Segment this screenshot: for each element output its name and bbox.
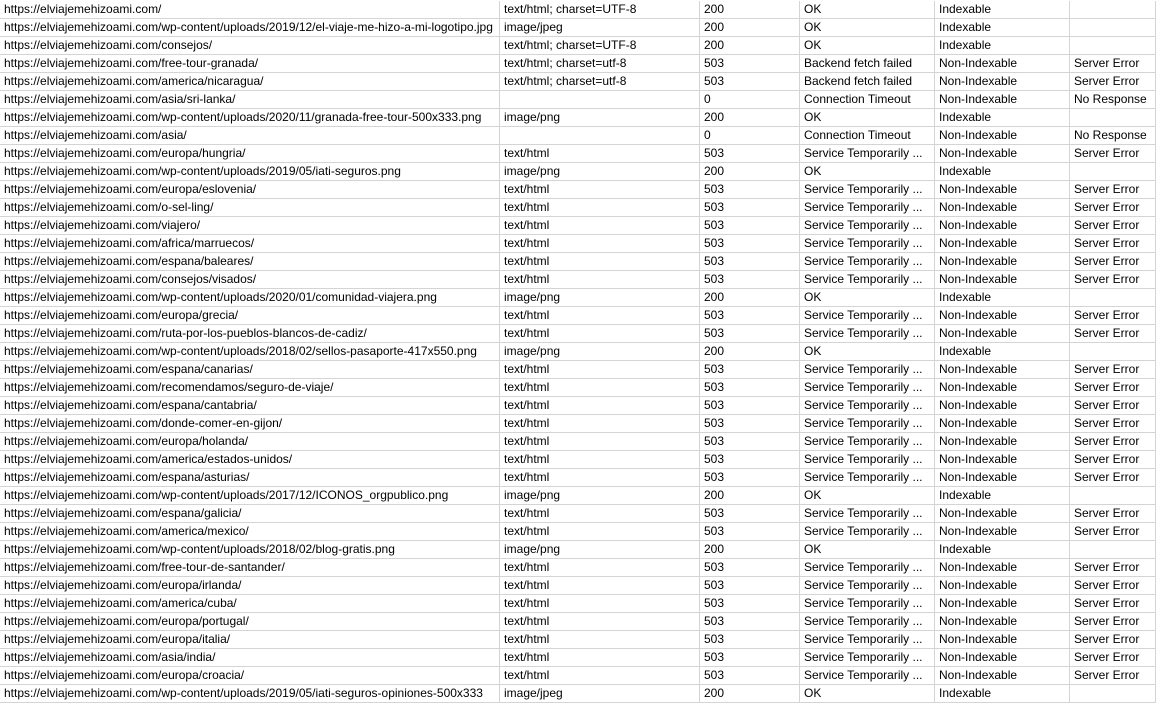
content-type-cell[interactable]: text/html bbox=[500, 397, 700, 415]
status-cell[interactable]: OK bbox=[800, 19, 935, 37]
indexability-status-cell[interactable]: Server Error bbox=[1070, 595, 1156, 613]
url-cell[interactable]: https://elviajemehizoami.com/wp-content/uploads/2018/02/blog-gratis.png bbox=[0, 541, 500, 559]
status-code-cell[interactable]: 503 bbox=[700, 667, 800, 685]
indexability-status-cell[interactable] bbox=[1070, 1, 1156, 19]
url-cell[interactable]: https://elviajemehizoami.com/free-tour-de-santander/ bbox=[0, 559, 500, 577]
content-type-cell[interactable]: text/html bbox=[500, 199, 700, 217]
indexability-status-cell[interactable]: Server Error bbox=[1070, 307, 1156, 325]
url-cell[interactable]: https://elviajemehizoami.com/consejos/ bbox=[0, 37, 500, 55]
indexability-cell[interactable]: Non-Indexable bbox=[935, 415, 1070, 433]
indexability-cell[interactable]: Indexable bbox=[935, 541, 1070, 559]
content-type-cell[interactable]: text/html bbox=[500, 469, 700, 487]
status-code-cell[interactable]: 503 bbox=[700, 433, 800, 451]
indexability-status-cell[interactable]: Server Error bbox=[1070, 73, 1156, 91]
indexability-status-cell[interactable] bbox=[1070, 685, 1156, 703]
table-row[interactable] bbox=[0, 55, 1156, 73]
status-cell[interactable]: Service Temporarily ... bbox=[800, 379, 935, 397]
url-cell[interactable]: https://elviajemehizoami.com/wp-content/uploads/2020/11/granada-free-tour-500x333.png bbox=[0, 109, 500, 127]
status-code-cell[interactable]: 200 bbox=[700, 37, 800, 55]
indexability-status-cell[interactable]: Server Error bbox=[1070, 397, 1156, 415]
indexability-status-cell[interactable]: Server Error bbox=[1070, 235, 1156, 253]
indexability-cell[interactable]: Non-Indexable bbox=[935, 199, 1070, 217]
status-cell[interactable]: Service Temporarily ... bbox=[800, 451, 935, 469]
table-row[interactable] bbox=[0, 253, 1156, 271]
indexability-cell[interactable]: Non-Indexable bbox=[935, 595, 1070, 613]
url-cell[interactable]: https://elviajemehizoami.com/europa/italia/ bbox=[0, 631, 500, 649]
status-cell[interactable]: OK bbox=[800, 37, 935, 55]
indexability-status-cell[interactable]: Server Error bbox=[1070, 253, 1156, 271]
table-row[interactable] bbox=[0, 595, 1156, 613]
indexability-cell[interactable]: Non-Indexable bbox=[935, 505, 1070, 523]
indexability-status-cell[interactable] bbox=[1070, 343, 1156, 361]
indexability-status-cell[interactable]: Server Error bbox=[1070, 379, 1156, 397]
url-cell[interactable]: https://elviajemehizoami.com/europa/croacia/ bbox=[0, 667, 500, 685]
table-row[interactable] bbox=[0, 505, 1156, 523]
url-cell[interactable]: https://elviajemehizoami.com/espana/asturias/ bbox=[0, 469, 500, 487]
status-cell[interactable]: Service Temporarily ... bbox=[800, 631, 935, 649]
url-cell[interactable]: https://elviajemehizoami.com/consejos/visados/ bbox=[0, 271, 500, 289]
indexability-cell[interactable]: Non-Indexable bbox=[935, 361, 1070, 379]
status-code-cell[interactable]: 503 bbox=[700, 271, 800, 289]
indexability-cell[interactable]: Indexable bbox=[935, 37, 1070, 55]
indexability-cell[interactable]: Indexable bbox=[935, 289, 1070, 307]
indexability-status-cell[interactable]: Server Error bbox=[1070, 523, 1156, 541]
status-code-cell[interactable]: 503 bbox=[700, 559, 800, 577]
status-cell[interactable]: Service Temporarily ... bbox=[800, 325, 935, 343]
content-type-cell[interactable]: text/html; charset=utf-8 bbox=[500, 55, 700, 73]
indexability-cell[interactable]: Indexable bbox=[935, 1, 1070, 19]
indexability-status-cell[interactable]: Server Error bbox=[1070, 199, 1156, 217]
indexability-cell[interactable]: Non-Indexable bbox=[935, 433, 1070, 451]
url-cell[interactable]: https://elviajemehizoami.com/viajero/ bbox=[0, 217, 500, 235]
content-type-cell[interactable]: text/html bbox=[500, 145, 700, 163]
status-cell[interactable]: Service Temporarily ... bbox=[800, 181, 935, 199]
indexability-cell[interactable]: Non-Indexable bbox=[935, 127, 1070, 145]
table-row[interactable] bbox=[0, 271, 1156, 289]
status-cell[interactable]: Service Temporarily ... bbox=[800, 523, 935, 541]
status-cell[interactable]: OK bbox=[800, 685, 935, 703]
status-cell[interactable]: Service Temporarily ... bbox=[800, 433, 935, 451]
table-row[interactable] bbox=[0, 379, 1156, 397]
status-cell[interactable]: Service Temporarily ... bbox=[800, 505, 935, 523]
content-type-cell[interactable]: text/html bbox=[500, 235, 700, 253]
table-row[interactable] bbox=[0, 19, 1156, 37]
url-cell[interactable]: https://elviajemehizoami.com/wp-content/uploads/2019/12/el-viaje-me-hizo-a-mi-logotipo.jpg bbox=[0, 19, 500, 37]
table-row[interactable] bbox=[0, 685, 1156, 703]
table-row[interactable] bbox=[0, 577, 1156, 595]
status-code-cell[interactable]: 503 bbox=[700, 595, 800, 613]
indexability-status-cell[interactable]: Server Error bbox=[1070, 613, 1156, 631]
indexability-status-cell[interactable]: Server Error bbox=[1070, 415, 1156, 433]
url-cell[interactable]: https://elviajemehizoami.com/wp-content/uploads/2017/12/ICONOS_orgpublico.png bbox=[0, 487, 500, 505]
indexability-status-cell[interactable] bbox=[1070, 19, 1156, 37]
status-cell[interactable]: OK bbox=[800, 1, 935, 19]
status-code-cell[interactable]: 0 bbox=[700, 127, 800, 145]
table-row[interactable] bbox=[0, 325, 1156, 343]
indexability-status-cell[interactable]: Server Error bbox=[1070, 469, 1156, 487]
table-row[interactable] bbox=[0, 631, 1156, 649]
indexability-cell[interactable]: Non-Indexable bbox=[935, 523, 1070, 541]
content-type-cell[interactable]: text/html bbox=[500, 667, 700, 685]
indexability-status-cell[interactable]: Server Error bbox=[1070, 577, 1156, 595]
status-cell[interactable]: OK bbox=[800, 343, 935, 361]
indexability-cell[interactable]: Non-Indexable bbox=[935, 181, 1070, 199]
table-row[interactable] bbox=[0, 415, 1156, 433]
status-cell[interactable]: Backend fetch failed bbox=[800, 55, 935, 73]
table-row[interactable] bbox=[0, 451, 1156, 469]
indexability-status-cell[interactable]: Server Error bbox=[1070, 325, 1156, 343]
status-cell[interactable]: Service Temporarily ... bbox=[800, 595, 935, 613]
status-code-cell[interactable]: 503 bbox=[700, 451, 800, 469]
status-cell[interactable]: Service Temporarily ... bbox=[800, 235, 935, 253]
table-row[interactable] bbox=[0, 163, 1156, 181]
content-type-cell[interactable]: text/html; charset=UTF-8 bbox=[500, 37, 700, 55]
indexability-status-cell[interactable]: Server Error bbox=[1070, 217, 1156, 235]
indexability-status-cell[interactable]: Server Error bbox=[1070, 361, 1156, 379]
status-cell[interactable]: OK bbox=[800, 541, 935, 559]
status-code-cell[interactable]: 200 bbox=[700, 19, 800, 37]
table-row[interactable] bbox=[0, 469, 1156, 487]
status-cell[interactable]: Service Temporarily ... bbox=[800, 667, 935, 685]
status-cell[interactable]: Service Temporarily ... bbox=[800, 253, 935, 271]
url-cell[interactable]: https://elviajemehizoami.com/free-tour-granada/ bbox=[0, 55, 500, 73]
status-code-cell[interactable]: 503 bbox=[700, 505, 800, 523]
status-cell[interactable]: Backend fetch failed bbox=[800, 73, 935, 91]
status-cell[interactable]: Service Temporarily ... bbox=[800, 217, 935, 235]
status-code-cell[interactable]: 200 bbox=[700, 109, 800, 127]
content-type-cell[interactable]: text/html bbox=[500, 433, 700, 451]
indexability-cell[interactable]: Non-Indexable bbox=[935, 577, 1070, 595]
status-code-cell[interactable]: 503 bbox=[700, 199, 800, 217]
status-code-cell[interactable]: 200 bbox=[700, 163, 800, 181]
status-cell[interactable]: Service Temporarily ... bbox=[800, 649, 935, 667]
indexability-cell[interactable]: Non-Indexable bbox=[935, 667, 1070, 685]
url-cell[interactable]: https://elviajemehizoami.com/europa/holanda/ bbox=[0, 433, 500, 451]
status-code-cell[interactable]: 200 bbox=[700, 487, 800, 505]
indexability-cell[interactable]: Non-Indexable bbox=[935, 559, 1070, 577]
indexability-status-cell[interactable]: Server Error bbox=[1070, 559, 1156, 577]
status-code-cell[interactable]: 503 bbox=[700, 649, 800, 667]
status-code-cell[interactable]: 200 bbox=[700, 289, 800, 307]
content-type-cell[interactable]: text/html bbox=[500, 217, 700, 235]
indexability-status-cell[interactable]: Server Error bbox=[1070, 505, 1156, 523]
status-cell[interactable]: Service Temporarily ... bbox=[800, 397, 935, 415]
table-row[interactable] bbox=[0, 73, 1156, 91]
status-code-cell[interactable]: 0 bbox=[700, 91, 800, 109]
url-cell[interactable]: https://elviajemehizoami.com/ruta-por-los-pueblos-blancos-de-cadiz/ bbox=[0, 325, 500, 343]
indexability-cell[interactable]: Non-Indexable bbox=[935, 271, 1070, 289]
status-code-cell[interactable]: 503 bbox=[700, 73, 800, 91]
content-type-cell[interactable] bbox=[500, 127, 700, 145]
status-code-cell[interactable]: 200 bbox=[700, 541, 800, 559]
content-type-cell[interactable]: text/html bbox=[500, 559, 700, 577]
indexability-status-cell[interactable]: Server Error bbox=[1070, 667, 1156, 685]
content-type-cell[interactable]: text/html bbox=[500, 307, 700, 325]
content-type-cell[interactable]: text/html bbox=[500, 253, 700, 271]
status-cell[interactable]: Connection Timeout bbox=[800, 127, 935, 145]
indexability-status-cell[interactable]: Server Error bbox=[1070, 433, 1156, 451]
status-code-cell[interactable]: 200 bbox=[700, 685, 800, 703]
content-type-cell[interactable]: text/html bbox=[500, 595, 700, 613]
status-code-cell[interactable]: 503 bbox=[700, 523, 800, 541]
content-type-cell[interactable] bbox=[500, 91, 700, 109]
indexability-status-cell[interactable] bbox=[1070, 487, 1156, 505]
status-code-cell[interactable]: 503 bbox=[700, 325, 800, 343]
content-type-cell[interactable]: text/html bbox=[500, 451, 700, 469]
url-cell[interactable]: https://elviajemehizoami.com/ bbox=[0, 1, 500, 19]
status-code-cell[interactable]: 503 bbox=[700, 235, 800, 253]
table-row[interactable] bbox=[0, 181, 1156, 199]
content-type-cell[interactable]: image/jpeg bbox=[500, 19, 700, 37]
status-cell[interactable]: Service Temporarily ... bbox=[800, 469, 935, 487]
indexability-cell[interactable]: Non-Indexable bbox=[935, 613, 1070, 631]
status-cell[interactable]: Connection Timeout bbox=[800, 91, 935, 109]
indexability-cell[interactable]: Non-Indexable bbox=[935, 397, 1070, 415]
url-cell[interactable]: https://elviajemehizoami.com/o-sel-ling/ bbox=[0, 199, 500, 217]
status-code-cell[interactable]: 503 bbox=[700, 469, 800, 487]
indexability-status-cell[interactable]: No Response bbox=[1070, 127, 1156, 145]
url-cell[interactable]: https://elviajemehizoami.com/wp-content/uploads/2019/05/iati-seguros-opiniones-500x333 bbox=[0, 685, 500, 703]
content-type-cell[interactable]: image/png bbox=[500, 109, 700, 127]
indexability-cell[interactable]: Non-Indexable bbox=[935, 451, 1070, 469]
status-code-cell[interactable]: 503 bbox=[700, 631, 800, 649]
url-cell[interactable]: https://elviajemehizoami.com/wp-content/uploads/2019/05/iati-seguros.png bbox=[0, 163, 500, 181]
indexability-status-cell[interactable]: Server Error bbox=[1070, 145, 1156, 163]
status-cell[interactable]: Service Temporarily ... bbox=[800, 613, 935, 631]
content-type-cell[interactable]: text/html; charset=UTF-8 bbox=[500, 1, 700, 19]
table-row[interactable] bbox=[0, 361, 1156, 379]
content-type-cell[interactable]: text/html bbox=[500, 415, 700, 433]
indexability-status-cell[interactable] bbox=[1070, 163, 1156, 181]
indexability-cell[interactable]: Indexable bbox=[935, 343, 1070, 361]
table-row[interactable] bbox=[0, 307, 1156, 325]
table-row[interactable] bbox=[0, 559, 1156, 577]
table-row[interactable] bbox=[0, 37, 1156, 55]
indexability-status-cell[interactable] bbox=[1070, 541, 1156, 559]
url-cell[interactable]: https://elviajemehizoami.com/asia/ bbox=[0, 127, 500, 145]
indexability-status-cell[interactable] bbox=[1070, 109, 1156, 127]
status-code-cell[interactable]: 503 bbox=[700, 379, 800, 397]
indexability-cell[interactable]: Non-Indexable bbox=[935, 379, 1070, 397]
indexability-cell[interactable]: Non-Indexable bbox=[935, 73, 1070, 91]
content-type-cell[interactable]: image/png bbox=[500, 487, 700, 505]
spreadsheet-grid bbox=[0, 1, 1156, 703]
url-cell[interactable]: https://elviajemehizoami.com/africa/marruecos/ bbox=[0, 235, 500, 253]
url-cell[interactable]: https://elviajemehizoami.com/espana/cantabria/ bbox=[0, 397, 500, 415]
url-cell[interactable]: https://elviajemehizoami.com/america/estados-unidos/ bbox=[0, 451, 500, 469]
table-row[interactable] bbox=[0, 343, 1156, 361]
content-type-cell[interactable]: text/html bbox=[500, 379, 700, 397]
content-type-cell[interactable]: image/png bbox=[500, 163, 700, 181]
status-code-cell[interactable]: 503 bbox=[700, 217, 800, 235]
status-code-cell[interactable]: 503 bbox=[700, 415, 800, 433]
url-cell[interactable]: https://elviajemehizoami.com/donde-comer-en-gijon/ bbox=[0, 415, 500, 433]
url-cell[interactable]: https://elviajemehizoami.com/europa/irlanda/ bbox=[0, 577, 500, 595]
status-cell[interactable]: Service Temporarily ... bbox=[800, 145, 935, 163]
content-type-cell[interactable]: text/html bbox=[500, 631, 700, 649]
indexability-cell[interactable]: Non-Indexable bbox=[935, 217, 1070, 235]
content-type-cell[interactable]: text/html bbox=[500, 577, 700, 595]
status-cell[interactable]: Service Temporarily ... bbox=[800, 577, 935, 595]
content-type-cell[interactable]: image/png bbox=[500, 541, 700, 559]
indexability-status-cell[interactable]: No Response bbox=[1070, 91, 1156, 109]
status-cell[interactable]: OK bbox=[800, 289, 935, 307]
status-code-cell[interactable]: 503 bbox=[700, 613, 800, 631]
content-type-cell[interactable]: image/jpeg bbox=[500, 685, 700, 703]
status-cell[interactable]: OK bbox=[800, 163, 935, 181]
indexability-status-cell[interactable]: Server Error bbox=[1070, 631, 1156, 649]
url-cell[interactable]: https://elviajemehizoami.com/america/nicaragua/ bbox=[0, 73, 500, 91]
table-row[interactable] bbox=[0, 613, 1156, 631]
status-code-cell[interactable]: 503 bbox=[700, 397, 800, 415]
indexability-cell[interactable]: Non-Indexable bbox=[935, 469, 1070, 487]
url-cell[interactable]: https://elviajemehizoami.com/wp-content/uploads/2018/02/sellos-pasaporte-417x550.png bbox=[0, 343, 500, 361]
indexability-status-cell[interactable] bbox=[1070, 289, 1156, 307]
indexability-cell[interactable]: Non-Indexable bbox=[935, 91, 1070, 109]
indexability-status-cell[interactable]: Server Error bbox=[1070, 271, 1156, 289]
table-row[interactable] bbox=[0, 487, 1156, 505]
indexability-cell[interactable]: Indexable bbox=[935, 685, 1070, 703]
url-cell[interactable]: https://elviajemehizoami.com/europa/grecia/ bbox=[0, 307, 500, 325]
status-cell[interactable]: Service Temporarily ... bbox=[800, 559, 935, 577]
status-code-cell[interactable]: 200 bbox=[700, 1, 800, 19]
content-type-cell[interactable]: image/png bbox=[500, 289, 700, 307]
content-type-cell[interactable]: text/html bbox=[500, 649, 700, 667]
indexability-cell[interactable]: Non-Indexable bbox=[935, 253, 1070, 271]
indexability-cell[interactable]: Indexable bbox=[935, 487, 1070, 505]
indexability-status-cell[interactable]: Server Error bbox=[1070, 451, 1156, 469]
indexability-status-cell[interactable]: Server Error bbox=[1070, 55, 1156, 73]
url-cell[interactable]: https://elviajemehizoami.com/espana/canarias/ bbox=[0, 361, 500, 379]
indexability-cell[interactable]: Non-Indexable bbox=[935, 55, 1070, 73]
content-type-cell[interactable]: text/html bbox=[500, 523, 700, 541]
status-code-cell[interactable]: 503 bbox=[700, 181, 800, 199]
url-cell[interactable]: https://elviajemehizoami.com/espana/baleares/ bbox=[0, 253, 500, 271]
indexability-status-cell[interactable]: Server Error bbox=[1070, 181, 1156, 199]
url-cell[interactable]: https://elviajemehizoami.com/america/cuba/ bbox=[0, 595, 500, 613]
status-cell[interactable]: Service Temporarily ... bbox=[800, 199, 935, 217]
indexability-cell[interactable]: Non-Indexable bbox=[935, 145, 1070, 163]
table-row[interactable] bbox=[0, 217, 1156, 235]
indexability-cell[interactable]: Indexable bbox=[935, 163, 1070, 181]
table-row[interactable] bbox=[0, 235, 1156, 253]
table-row[interactable] bbox=[0, 667, 1156, 685]
indexability-cell[interactable]: Non-Indexable bbox=[935, 235, 1070, 253]
table-row[interactable] bbox=[0, 127, 1156, 145]
table-row[interactable] bbox=[0, 145, 1156, 163]
status-code-cell[interactable]: 503 bbox=[700, 361, 800, 379]
table-row[interactable] bbox=[0, 541, 1156, 559]
content-type-cell[interactable]: text/html bbox=[500, 271, 700, 289]
status-cell[interactable]: Service Temporarily ... bbox=[800, 415, 935, 433]
url-cell[interactable]: https://elviajemehizoami.com/espana/galicia/ bbox=[0, 505, 500, 523]
url-cell[interactable]: https://elviajemehizoami.com/asia/india/ bbox=[0, 649, 500, 667]
url-cell[interactable]: https://elviajemehizoami.com/recomendamos/seguro-de-viaje/ bbox=[0, 379, 500, 397]
url-cell[interactable]: https://elviajemehizoami.com/europa/eslovenia/ bbox=[0, 181, 500, 199]
status-code-cell[interactable]: 503 bbox=[700, 253, 800, 271]
status-cell[interactable]: OK bbox=[800, 109, 935, 127]
indexability-status-cell[interactable] bbox=[1070, 37, 1156, 55]
status-code-cell[interactable]: 503 bbox=[700, 307, 800, 325]
url-cell[interactable]: https://elviajemehizoami.com/europa/hungria/ bbox=[0, 145, 500, 163]
url-cell[interactable]: https://elviajemehizoami.com/america/mexico/ bbox=[0, 523, 500, 541]
table-row[interactable] bbox=[0, 289, 1156, 307]
table-row[interactable] bbox=[0, 433, 1156, 451]
content-type-cell[interactable]: image/png bbox=[500, 343, 700, 361]
url-cell[interactable]: https://elviajemehizoami.com/europa/portugal/ bbox=[0, 613, 500, 631]
table-row[interactable] bbox=[0, 91, 1156, 109]
table-row[interactable] bbox=[0, 1, 1156, 19]
status-code-cell[interactable]: 503 bbox=[700, 145, 800, 163]
indexability-cell[interactable]: Indexable bbox=[935, 109, 1070, 127]
table-row[interactable] bbox=[0, 649, 1156, 667]
status-code-cell[interactable]: 503 bbox=[700, 55, 800, 73]
url-cell[interactable]: https://elviajemehizoami.com/asia/sri-lanka/ bbox=[0, 91, 500, 109]
status-cell[interactable]: Service Temporarily ... bbox=[800, 361, 935, 379]
indexability-cell[interactable]: Non-Indexable bbox=[935, 631, 1070, 649]
content-type-cell[interactable]: text/html bbox=[500, 361, 700, 379]
indexability-cell[interactable]: Non-Indexable bbox=[935, 649, 1070, 667]
table-row[interactable] bbox=[0, 523, 1156, 541]
table-row[interactable] bbox=[0, 109, 1156, 127]
status-cell[interactable]: Service Temporarily ... bbox=[800, 307, 935, 325]
indexability-cell[interactable]: Indexable bbox=[935, 19, 1070, 37]
status-code-cell[interactable]: 200 bbox=[700, 343, 800, 361]
content-type-cell[interactable]: text/html bbox=[500, 325, 700, 343]
indexability-status-cell[interactable]: Server Error bbox=[1070, 649, 1156, 667]
table-row[interactable] bbox=[0, 397, 1156, 415]
content-type-cell[interactable]: text/html bbox=[500, 181, 700, 199]
status-cell[interactable]: OK bbox=[800, 487, 935, 505]
status-cell[interactable]: Service Temporarily ... bbox=[800, 271, 935, 289]
url-cell[interactable]: https://elviajemehizoami.com/wp-content/uploads/2020/01/comunidad-viajera.png bbox=[0, 289, 500, 307]
table-row[interactable] bbox=[0, 199, 1156, 217]
content-type-cell[interactable]: text/html bbox=[500, 505, 700, 523]
content-type-cell[interactable]: text/html; charset=utf-8 bbox=[500, 73, 700, 91]
status-code-cell[interactable]: 503 bbox=[700, 577, 800, 595]
indexability-cell[interactable]: Non-Indexable bbox=[935, 325, 1070, 343]
indexability-cell[interactable]: Non-Indexable bbox=[935, 307, 1070, 325]
content-type-cell[interactable]: text/html bbox=[500, 613, 700, 631]
